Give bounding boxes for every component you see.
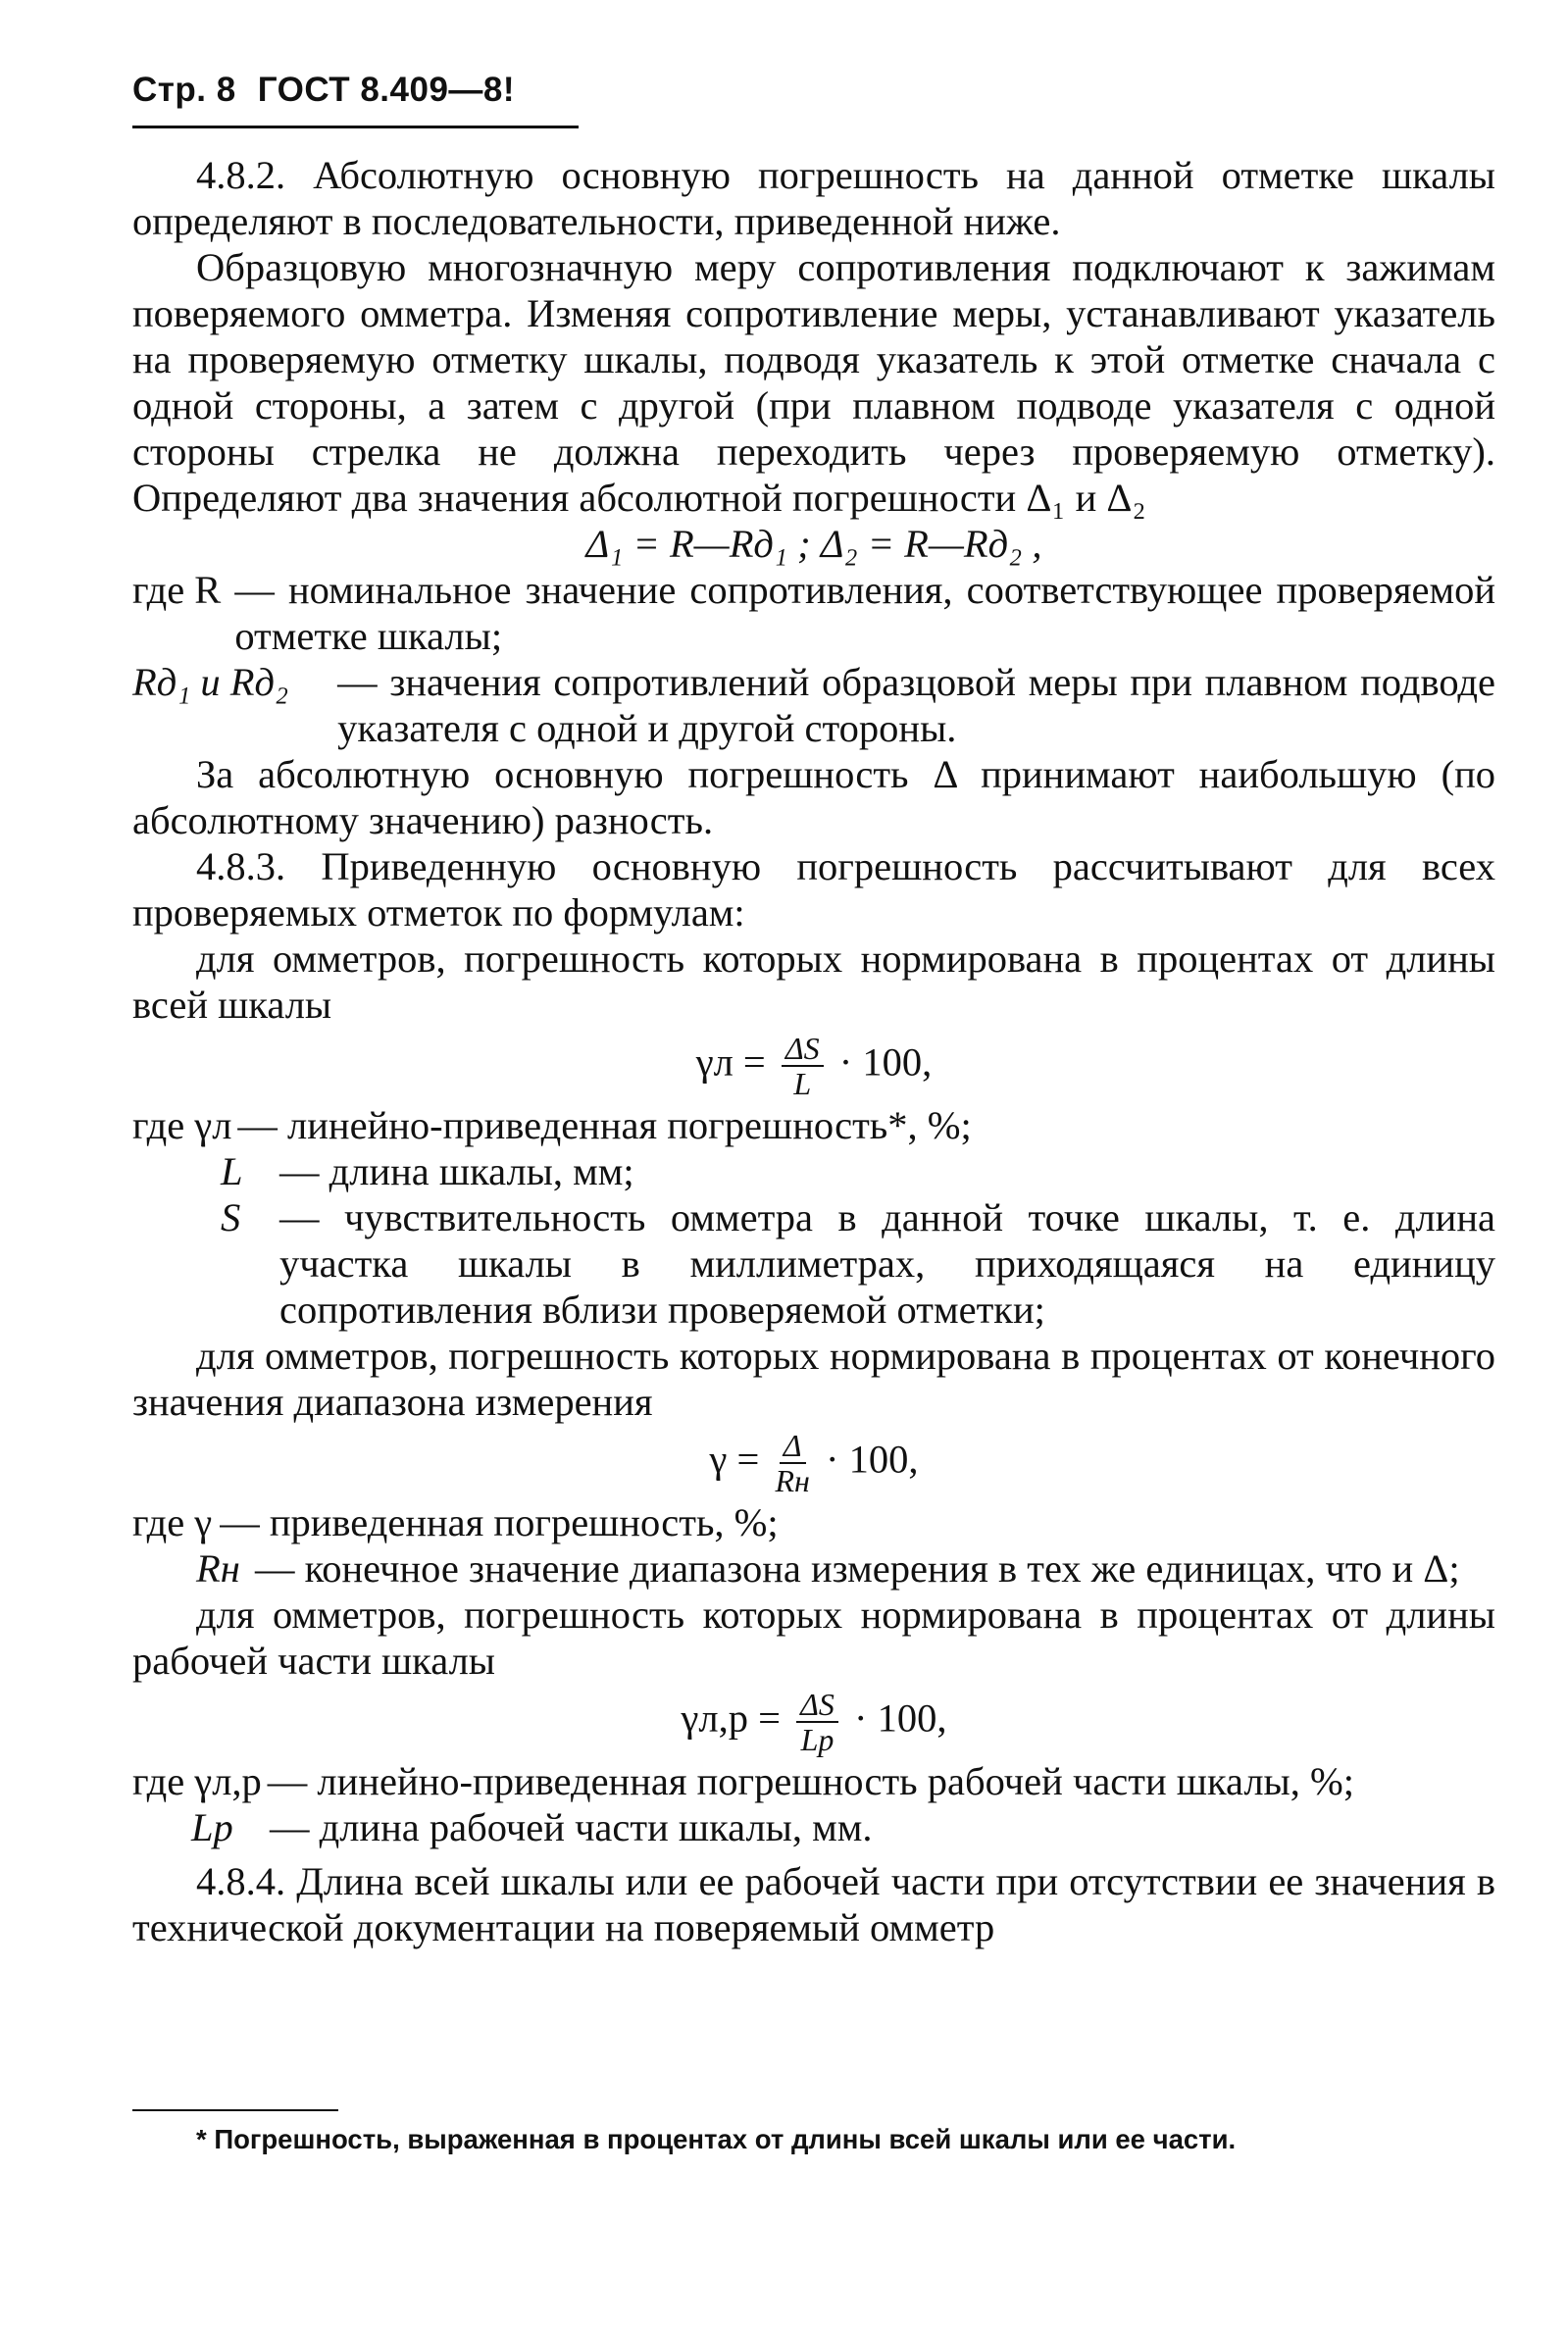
fraction-denominator: Rн bbox=[775, 1463, 810, 1498]
paragraph-working-part-case: для омметров, погрешность которых нормирована в процентах от длины рабочей части шкалы bbox=[132, 1592, 1495, 1683]
fraction-numerator: ΔS bbox=[796, 1688, 838, 1723]
paragraph-4-8-4: 4.8.4. Длина всей шкалы или ее рабочей части при отсутствии ее значения в технической документации на поверяемый омметр bbox=[132, 1859, 1495, 1949]
definition-gamma-lr bbox=[132, 1758, 1495, 1804]
formula-rhs: · 100, bbox=[853, 1695, 947, 1741]
definition-symbol: Rд₁ и Rд₂ bbox=[132, 660, 289, 704]
definition-symbol: Lр bbox=[191, 1805, 233, 1849]
definition-symbol: S bbox=[221, 1195, 241, 1239]
definition-text: — значения сопротивлений образцовой меры при плавном подводе указателя с одной и другой стороны. bbox=[337, 660, 1495, 750]
paragraph-procedure: Образцовую многозначную меру сопротивления подключают к зажимам поверяемого омметра. Изменяя сопротивление меры, устанавливают указатель на проверяемую отметку шкалы, подводя указатель к этой отметке сначала с одной стороны, а затем с другой (при плавном подводе указателя с одной стороны стрелка не должна переходить через проверяемую отметку). Определяют два значения абсолютной погрешности Δ₁ и Δ₂ bbox=[132, 245, 1495, 520]
formula-deltas: Δ₁ = R—Rд₁ ; Δ₂ = R—Rд₂ , bbox=[585, 522, 1042, 566]
formula-lhs: γл = bbox=[695, 1039, 766, 1085]
definition-gamma-l bbox=[132, 1102, 1495, 1148]
fraction bbox=[782, 1032, 824, 1100]
definition-text: — чувствительность омметра в данной точке шкалы, т. е. длина участка шкалы в миллиметрах, приходящаяся на единицу сопротивления вблизи проверяемой отметки; bbox=[279, 1195, 1495, 1332]
formula-lhs: γл,р = bbox=[681, 1695, 781, 1741]
formula-rhs: · 100, bbox=[826, 1437, 919, 1482]
definition-symbol: Rн bbox=[196, 1546, 240, 1591]
definition-symbol: где γл,р bbox=[132, 1759, 262, 1803]
fraction bbox=[775, 1429, 809, 1497]
fraction-denominator: Lр bbox=[800, 1722, 835, 1757]
definition-text: — линейно-приведенная погрешность рабочей части шкалы, %; bbox=[267, 1759, 1355, 1803]
definition-symbol: где R bbox=[132, 568, 222, 612]
page-number: Стр. 8 bbox=[132, 71, 236, 109]
definition-r bbox=[132, 567, 1495, 659]
footnote: * Погрешность, выраженная в процентах от длины всей шкалы или ее части. bbox=[196, 2124, 1237, 2154]
fraction-denominator: L bbox=[793, 1066, 812, 1101]
fraction bbox=[796, 1688, 838, 1756]
definition-rd bbox=[132, 659, 1495, 751]
definition-rn bbox=[132, 1545, 1495, 1592]
definition-text: — линейно-приведенная погрешность*, %; bbox=[237, 1103, 972, 1147]
formula-lhs: γ = bbox=[709, 1437, 760, 1482]
paragraph-4-8-2: 4.8.2. Абсолютную основную погрешность на данной отметке шкалы определяют в последовательности, приведенной ниже. bbox=[132, 153, 1495, 243]
definition-s bbox=[132, 1194, 1495, 1333]
definition-text: — приведенная погрешность, %; bbox=[220, 1500, 779, 1544]
formula-linear-error bbox=[132, 1032, 1495, 1100]
footnote-rule bbox=[132, 2109, 338, 2111]
paragraph-scale-length-case: для омметров, погрешность которых нормирована в процентах от длины всей шкалы bbox=[132, 936, 1495, 1027]
page-header bbox=[132, 71, 536, 110]
fraction-numerator: Δ bbox=[780, 1429, 806, 1464]
document-body bbox=[132, 152, 1495, 1950]
definition-text: — длина рабочей части шкалы, мм. bbox=[270, 1805, 873, 1849]
definition-l bbox=[132, 1148, 1495, 1194]
paragraph-range-case: для омметров, погрешность которых нормирована в процентах от конечного значения диапазона измерения bbox=[132, 1334, 1495, 1424]
paragraph-max-error: За абсолютную основную погрешность Δ принимают наибольшую (по абсолютному значению) разность. bbox=[132, 752, 1495, 842]
standard-number: ГОСТ 8.409—8! bbox=[257, 71, 516, 109]
formula-rhs: · 100, bbox=[838, 1039, 933, 1085]
definition-lr bbox=[132, 1804, 1495, 1850]
fraction-numerator: ΔS bbox=[782, 1032, 824, 1067]
definition-symbol: где γл bbox=[132, 1103, 232, 1147]
definition-text: — конечное значение диапазона измерения в тех же единицах, что и Δ; bbox=[255, 1546, 1460, 1591]
definition-symbol: где γ bbox=[132, 1500, 213, 1544]
definition-gamma bbox=[132, 1499, 1495, 1545]
definition-text: — номинальное значение сопротивления, соответствующее проверяемой отметке шкалы; bbox=[234, 568, 1495, 658]
paragraph-4-8-3: 4.8.3. Приведенную основную погрешность рассчитывают для всех проверяемых отметок по формулам: bbox=[132, 844, 1495, 935]
definition-symbol: L bbox=[221, 1149, 243, 1193]
formula-working-part-error bbox=[132, 1688, 1495, 1756]
header-rule bbox=[132, 126, 579, 128]
formula-reduced-error bbox=[132, 1429, 1495, 1497]
definition-text: — длина шкалы, мм; bbox=[279, 1149, 634, 1193]
